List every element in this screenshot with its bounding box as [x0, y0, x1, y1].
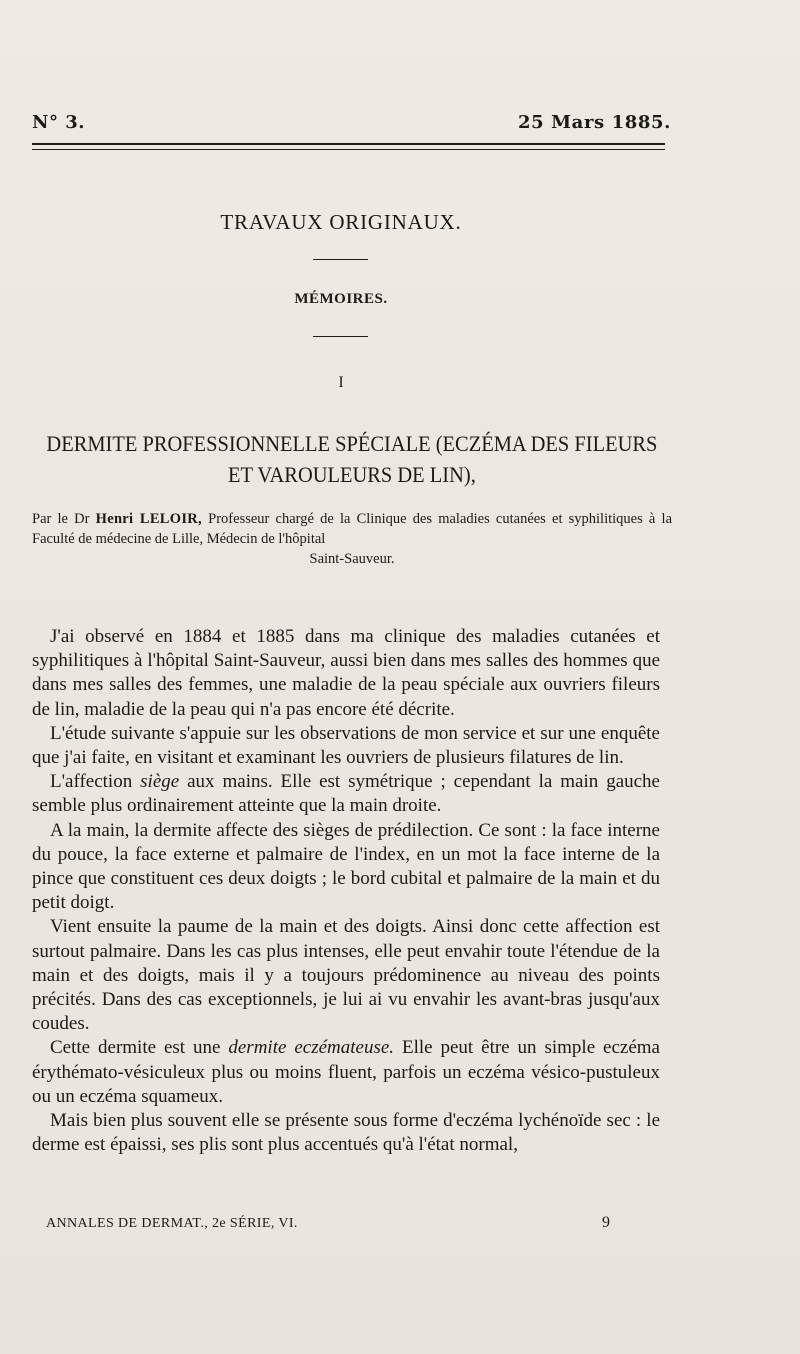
paragraph-1: J'ai observé en 1884 et 1885 dans ma clinique des maladies cutanées et syphilitiques à l'hôpital Saint-Sauveur, aussi bien dans mes salles des hommes que dans mes salles des femmes, une maladie de la peau spéciale aux ouvriers fileurs de lin, maladie de la peau qui n'a pas encore été décrite. [32, 626, 660, 720]
paragraph-6-end: Elle peut être un simple eczéma érythémato-vésiculeux plus ou moins fluent, parfois un eczéma vésico-pustuleux ou un eczéma squameux. [32, 1037, 660, 1107]
paragraph-7: Mais bien plus souvent elle se présente sous forme d'eczéma lychénoïde sec : le derme est épaissi, ses plis sont plus accentués qu'à l'état normal, [32, 1110, 660, 1156]
section-divider [313, 259, 368, 260]
article-title: DERMITE PROFESSIONNELLE SPÉCIALE (ECZÉMA DES FILEURS ET VAROULEURS DE LIN), [46, 431, 658, 487]
subtitle-divider [313, 336, 368, 337]
paragraph-2: L'étude suivante s'appuie sur les observations de mon service et sur une enquête que j'ai faite, en visitant et examinant les ouvriers de plusieurs filatures de lin. [32, 722, 660, 769]
article-number: I [338, 374, 344, 391]
page-number: 9 [602, 1214, 610, 1231]
section-subtitle: MÉMOIRES. [294, 291, 388, 307]
paragraph-3-start: L'affection [50, 771, 141, 793]
issue-date: 25 Mars 1885. [518, 112, 671, 133]
paragraph-3-emphasis: siège [140, 771, 180, 793]
paragraph-6-emphasis: dermite eczémateuse. [228, 1037, 395, 1059]
byline-last-line: Saint-Sauveur. [309, 551, 395, 567]
article-byline [32, 509, 672, 569]
article-body [32, 625, 660, 1157]
paragraph-3 [32, 770, 660, 818]
paragraph-4: A la main, la dermite affecte des sièges de prédilection. Ce sont : la face interne du pouce, la face externe et palmaire de l'index, en un mot la face interne de la pince que constituent ces deux doigts ; le bord cubital et palmaire de la main et du petit doigt. [32, 819, 660, 914]
header-rule-thin [32, 149, 665, 150]
running-header [32, 112, 671, 133]
journal-footer: ANNALES DE DERMAT., 2e SÉRIE, VI. [46, 1216, 298, 1231]
header-rule-thick [32, 143, 665, 145]
issue-number: N° 3. [32, 112, 86, 133]
byline-prefix: Par le Dr [32, 511, 96, 527]
paragraph-6-start: Cette dermite est une [50, 1037, 229, 1059]
paragraph-3-end: aux mains. Elle est symétrique ; cependant la main gauche semble plus ordinairement atteinte que la main droite. [32, 771, 660, 817]
byline-affiliation: Professeur chargé de la Clinique des maladies cutanées et syphilitiques à la Faculté de médecine de Lille, Médecin de l'hôpital [32, 511, 673, 547]
byline-author: Henri LELOIR, [95, 511, 202, 527]
section-title: TRAVAUX ORIGINAUX. [220, 210, 462, 234]
paragraph-6 [32, 1036, 660, 1109]
paragraph-5: Vient ensuite la paume de la main et des doigts. Ainsi donc cette affection est surtout palmaire. Dans les cas plus intenses, elle peut envahir toute l'étendue de la main et des doigts, mais il y a toujours prédominence au niveau des points précités. Dans des cas exceptionnels, je lui ai vu envahir les avant-bras jusqu'aux coudes. [32, 916, 660, 1035]
